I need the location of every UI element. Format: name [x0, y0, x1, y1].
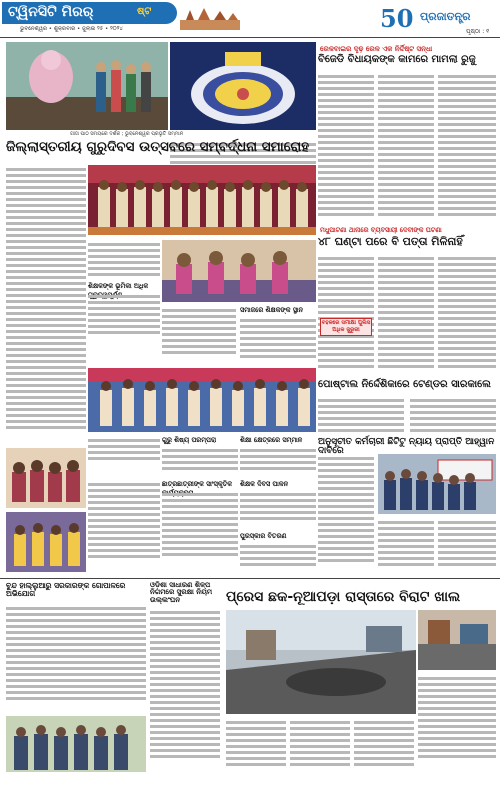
guru-body-col6: [88, 436, 160, 466]
photo-guru-stage: [88, 165, 316, 235]
postal-body-col1: [318, 396, 404, 436]
registration-marks: [150, 778, 350, 786]
road-body-col3: [354, 718, 414, 774]
anniversary-number: 50: [380, 4, 414, 33]
guru-sub5: ଛାତ୍ରଛାତ୍ରୀଙ୍କ ସାଂସ୍କୃତିକ: [162, 480, 233, 488]
story48-body-col1: [318, 254, 374, 374]
skyline-graphic: [180, 6, 240, 30]
bjd-body-col2: [378, 72, 434, 222]
guru-body-col5: [240, 316, 316, 366]
bjd-body-col1: [318, 72, 374, 222]
masthead: [0, 0, 500, 38]
photo-protest: [378, 454, 496, 514]
headline-scheduled: ଅନୁସୂଚୀତ କର୍ମଚାରୀ ଛିଟିଟୁ ନ୍ୟାୟ ପ୍ରାପ୍ତି ଆହ୍ୱାନ ଦାବିରେ: [318, 437, 495, 457]
story48-body-col2: [378, 254, 434, 374]
road-body-col4: [418, 674, 496, 774]
anniversary-logo: [380, 4, 420, 32]
section-suffix: ଷ୍ଟ: [137, 6, 152, 17]
road-body-col1: [226, 718, 286, 774]
headline-postal: ପୋଷ୍ଟାଲ ନିର୍ଦ୍ଦେଶିକାରେ ଟେଣ୍ଡର ସାରକାଲେ: [318, 379, 491, 390]
headline-guru-divas: ଜିଲ୍ଲାସ୍ତରୀୟ ଗୁରୁଦିବସ ଉତ୍ସବରେ ସମ୍ବର୍ଦ୍ଧନା ସମାରୋହ: [6, 139, 310, 155]
photo-road-side: [418, 610, 496, 670]
photo-guru-women: [162, 240, 316, 302]
kicker-bjd: ରେଳବାଇର ଦୃଢ଼ ରେଳ ଏକ ନିର୍ଦ୍ଦିଷ୍ଟ ସନ୍ଧା: [320, 45, 433, 53]
headline-road-pothole: ପ୍ରେସ ଛକ-ନୂଆପଡ଼ା ରାସ୍ତାରେ ବିରାଟ ଖାଲ: [226, 589, 461, 605]
headline-bottom-left: ବୁନ୍ଦ ହାଲ୍ଲୁଆରୁ ସରକାରଙ୍କ ଗୋପାଳରେ ଅଭିଯୋଗ: [6, 581, 126, 598]
story48-body-col3: [438, 254, 496, 374]
section-title: ଟ୍ୱିନସିଟି ମିରର୍: [8, 4, 94, 20]
guru-sub6: ଶିକ୍ଷକ ଦିବସ ପାଳନ: [240, 480, 289, 488]
headline-bjd: ବିଜେଡି ବିଧାୟକଙ୍କ କାମରେ ମାମଲା ରୁଜୁ: [318, 54, 476, 65]
photo-road-pothole: [226, 610, 416, 714]
guru-body-col11: [240, 490, 316, 530]
paper-name: ପ୍ରଜାତନ୍ତ୍ର: [420, 10, 471, 23]
guru-body-col1: [6, 165, 86, 445]
guru-body-col2: [88, 240, 160, 280]
headline-48-hours: ୪୮ ଘଣ୍ଟା ପରେ ବି ପତ୍ତା ମିଳିନାହିଁ: [318, 235, 463, 248]
guru-sub4: ଶିକ୍ଷା କ୍ଷେତ୍ରରେ ସମ୍ମାନ: [240, 436, 303, 444]
photo-guru-awards: [88, 368, 316, 432]
photo-top-caption: ଗୀତା ପାଠ ସମୟରେ ଦର୍ଶକ ; ଭୁବନେଶ୍ୱର ପ୍ରଭୃତି ସମ୍ମାନ: [70, 131, 184, 137]
scheduled-body-col3: [438, 518, 496, 574]
guru-sub3: ଗୁରୁ ଶିଷ୍ୟ ପରମ୍ପରା: [162, 436, 217, 444]
guru-body-col4: [162, 306, 236, 366]
guru-body-col10: [162, 490, 238, 570]
date-line: ଭୁବନେଶ୍ୱର • ଶୁକ୍ରବାର • ଜୁଲାଇ ୨୫ • ୨୦୨୪: [20, 26, 123, 32]
kicker-48: ମଧୁପାଟଣା ଥାନାରେ ବ୍ୟବସାୟୀ ଦେବୀଙ୍କ ଘଟଣା: [320, 226, 442, 234]
guru-body-col9: [88, 480, 160, 570]
photo-guru-dance: [6, 512, 86, 572]
bottom-mid-body: [150, 608, 220, 772]
bjd-body-col3: [438, 72, 496, 222]
photo-ganesha-event: [6, 42, 168, 130]
story48-sub-box: [320, 318, 372, 336]
scheduled-body-col2: [378, 518, 434, 574]
guru-sub2: ସମାଜରେ ଶିକ୍ଷକଙ୍କ ସ୍ଥାନ: [240, 306, 303, 314]
masthead-rule: [0, 37, 500, 38]
guru-body-col7: [162, 446, 238, 476]
bottom-section-rule: [0, 578, 500, 579]
photo-rath-decoration: [170, 42, 316, 130]
guru-sub1: ଶିକ୍ଷକଙ୍କ ଭୂମିକା ଅଧିକ: [88, 282, 149, 290]
photo-bottom-left: [6, 716, 146, 772]
photo-guru-students: [6, 448, 86, 508]
road-body-col2: [290, 718, 350, 774]
guru-body-col3: [88, 292, 160, 342]
scheduled-body-col1: [318, 454, 374, 574]
section-title-banner: [2, 2, 177, 24]
page-number: ପୃଷ୍ଠା : ୧: [466, 28, 490, 35]
guru-body-col8: [240, 446, 316, 476]
guru-sub7: ପୁରସ୍କାର ବିତରଣ: [240, 532, 287, 540]
headline-bottom-mid: ଓଡ଼ିଶା ସାଧାରଣ ଶିଳ୍ପ ନିଗମରେ ସୁରକ୍ଷା ନିୟମ ଉଲ୍ଲଂଘନ: [150, 581, 213, 604]
guru-body-col12: [240, 542, 316, 572]
postal-body-col2: [410, 396, 496, 436]
story48-sub1: ବହଳରେ ସମୀକ୍ଷା ପୁଲିସ ଅଧିକ ଜୁରୁରୀ: [321, 320, 371, 333]
bottom-left-body: [6, 604, 146, 712]
